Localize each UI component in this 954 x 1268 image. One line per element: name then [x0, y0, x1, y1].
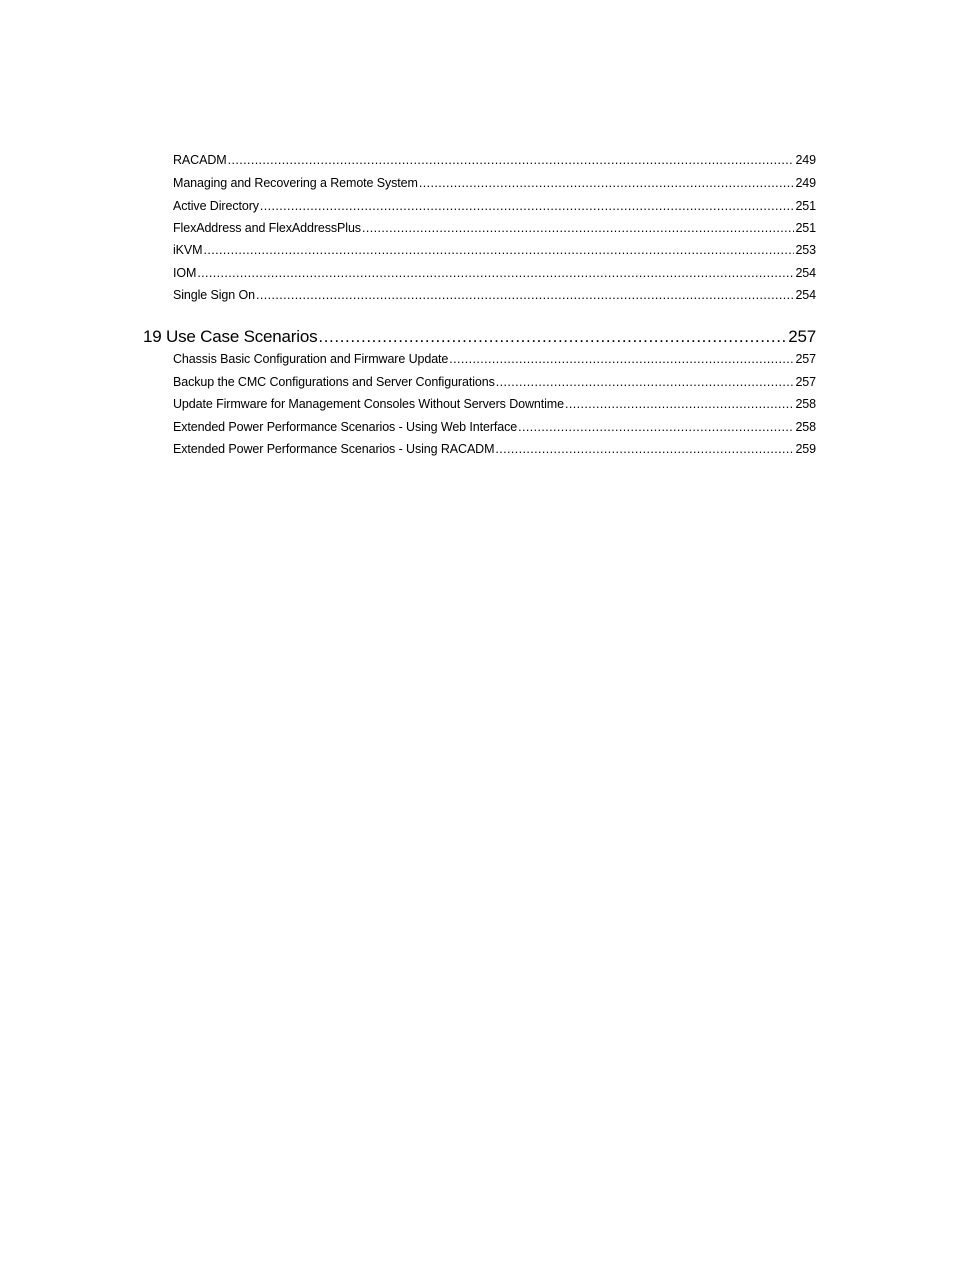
toc-entry-title: Update Firmware for Management Consoles Without Servers Downtime [173, 397, 564, 411]
toc-entry-title: IOM [173, 266, 197, 280]
toc-entry-title: Chassis Basic Configuration and Firmware Update [173, 352, 449, 366]
toc-chapter-page: 257 [788, 327, 816, 346]
dot-leader [449, 351, 794, 367]
toc-entry-title: RACADM [173, 153, 227, 167]
toc-entry-page: 249 [795, 153, 816, 167]
dot-leader [228, 152, 795, 168]
dot-leader [362, 220, 794, 236]
toc-entry[interactable] [173, 265, 816, 281]
toc-entry-page: 254 [795, 288, 816, 302]
toc-entry-title: Managing and Recovering a Remote System [173, 176, 418, 190]
toc-entry-title: Active Directory [173, 199, 259, 213]
toc-entry[interactable] [173, 396, 816, 412]
toc-chapter-heading[interactable] [143, 327, 816, 347]
toc-entry-page: 259 [795, 442, 816, 456]
toc-entry-title: Extended Power Performance Scenarios - Using Web Interface [173, 420, 518, 434]
toc-entry-page: 257 [795, 375, 816, 389]
toc-entry-title: Extended Power Performance Scenarios - Using RACADM [173, 442, 495, 456]
toc-entry-title: Single Sign On [173, 288, 255, 302]
toc-entry-page: 257 [795, 352, 816, 366]
dot-leader [197, 265, 794, 281]
toc-entry-title: iKVM [173, 243, 203, 257]
toc-entry[interactable] [173, 198, 816, 214]
dot-leader [565, 396, 794, 412]
dot-leader [260, 198, 795, 214]
dot-leader [419, 175, 795, 191]
toc-entry-page: 258 [795, 397, 816, 411]
dot-leader [256, 287, 794, 303]
toc-entry[interactable] [173, 374, 816, 390]
dot-leader [496, 374, 795, 390]
dot-leader [518, 419, 794, 435]
toc-chapter-title: 19 Use Case Scenarios [143, 327, 318, 346]
toc-entry-page: 249 [795, 176, 816, 190]
toc-entry-page: 251 [795, 221, 816, 235]
toc-entry[interactable] [173, 242, 816, 258]
toc-entry-page: 253 [795, 243, 816, 257]
toc-entry-page: 251 [795, 199, 816, 213]
dot-leader [318, 327, 787, 347]
toc-entry[interactable] [173, 175, 816, 191]
dot-leader [203, 242, 794, 258]
toc-entry-page: 254 [795, 266, 816, 280]
toc-entry[interactable] [173, 441, 816, 457]
toc-entry[interactable] [173, 220, 816, 236]
toc-entry-title: Backup the CMC Configurations and Server Configurations [173, 375, 495, 389]
toc-entry-page: 258 [795, 420, 816, 434]
dot-leader [495, 441, 794, 457]
toc-entry[interactable] [173, 419, 816, 435]
toc-entry[interactable] [173, 152, 816, 168]
toc-entry[interactable] [173, 351, 816, 367]
toc-entry-title: FlexAddress and FlexAddressPlus [173, 221, 361, 235]
toc-entry[interactable] [173, 287, 816, 303]
